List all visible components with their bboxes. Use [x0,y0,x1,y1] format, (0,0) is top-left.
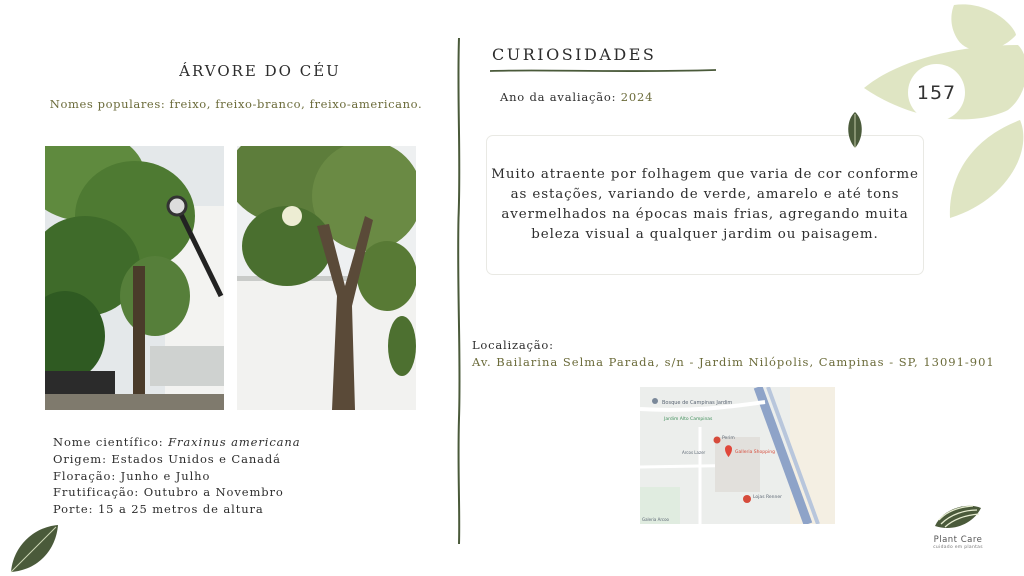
flowering-row: Floração: Junho e Julho [53,468,211,483]
map-label-4: Arcos Lazer [682,450,706,455]
map-label-2: Perim [722,436,735,441]
tree-photo-1 [45,146,224,410]
evaluation-year [500,90,653,104]
logo-tagline: cuidado em plantas [933,545,983,550]
curiosity-text: Muito atraente por folhagem que varia de cor conforme as estações, variando de verde, amarelo e até tons avermelhados na épocas mais frias, agregando muita beleza visual a qualquer jardim ou paisagem. [491,167,919,242]
year-label: Ano da avaliação: [500,90,617,104]
map-label-0: Bosque de Campinas Jardim [662,400,733,406]
species-facts [53,434,301,518]
location-address: Av. Bailarina Selma Parada, s/n - Jardim Nilópolis, Campinas - SP, 13091-901 [472,355,995,369]
location-label: Localização: [472,338,554,352]
logo-name: Plant Care [933,535,983,545]
year-value: 2024 [620,90,654,104]
map-pin-label: Galleria Shopping [735,450,775,455]
fruiting-row: Frutificação: Outubro a Novembro [53,485,284,500]
species-title: ÁRVORE DO CÉU [179,62,341,80]
origin-row: Origem: Estados Unidos e Canadá [53,451,281,466]
curiosities-heading: CURIOSIDADES [492,45,657,64]
logo-leaf-icon [933,502,983,532]
corner-leaf-icon [8,522,62,574]
record-number-badge: 157 [908,64,965,121]
scientific-name-value: Fraxinus americana [168,435,301,449]
tree-photo-2 [237,146,416,410]
location-map[interactable] [640,387,835,524]
plant-care-logo [918,502,998,552]
scientific-name-label: Nome científico: [53,435,169,449]
map-label-3: Lojas Renner [753,495,782,500]
map-label-1: Jardim Alto Campinas [664,417,713,422]
scientific-name-row [53,434,301,451]
size-row: Porte: 15 a 25 metros de altura [53,502,264,517]
heading-underline [490,68,716,74]
leaf-icon [842,110,868,150]
map-label-5: Galeria Arcoo [642,517,669,522]
popular-names: Nomes populares: freixo, freixo-branco, freixo-americano. [49,97,423,111]
column-divider [455,38,463,544]
